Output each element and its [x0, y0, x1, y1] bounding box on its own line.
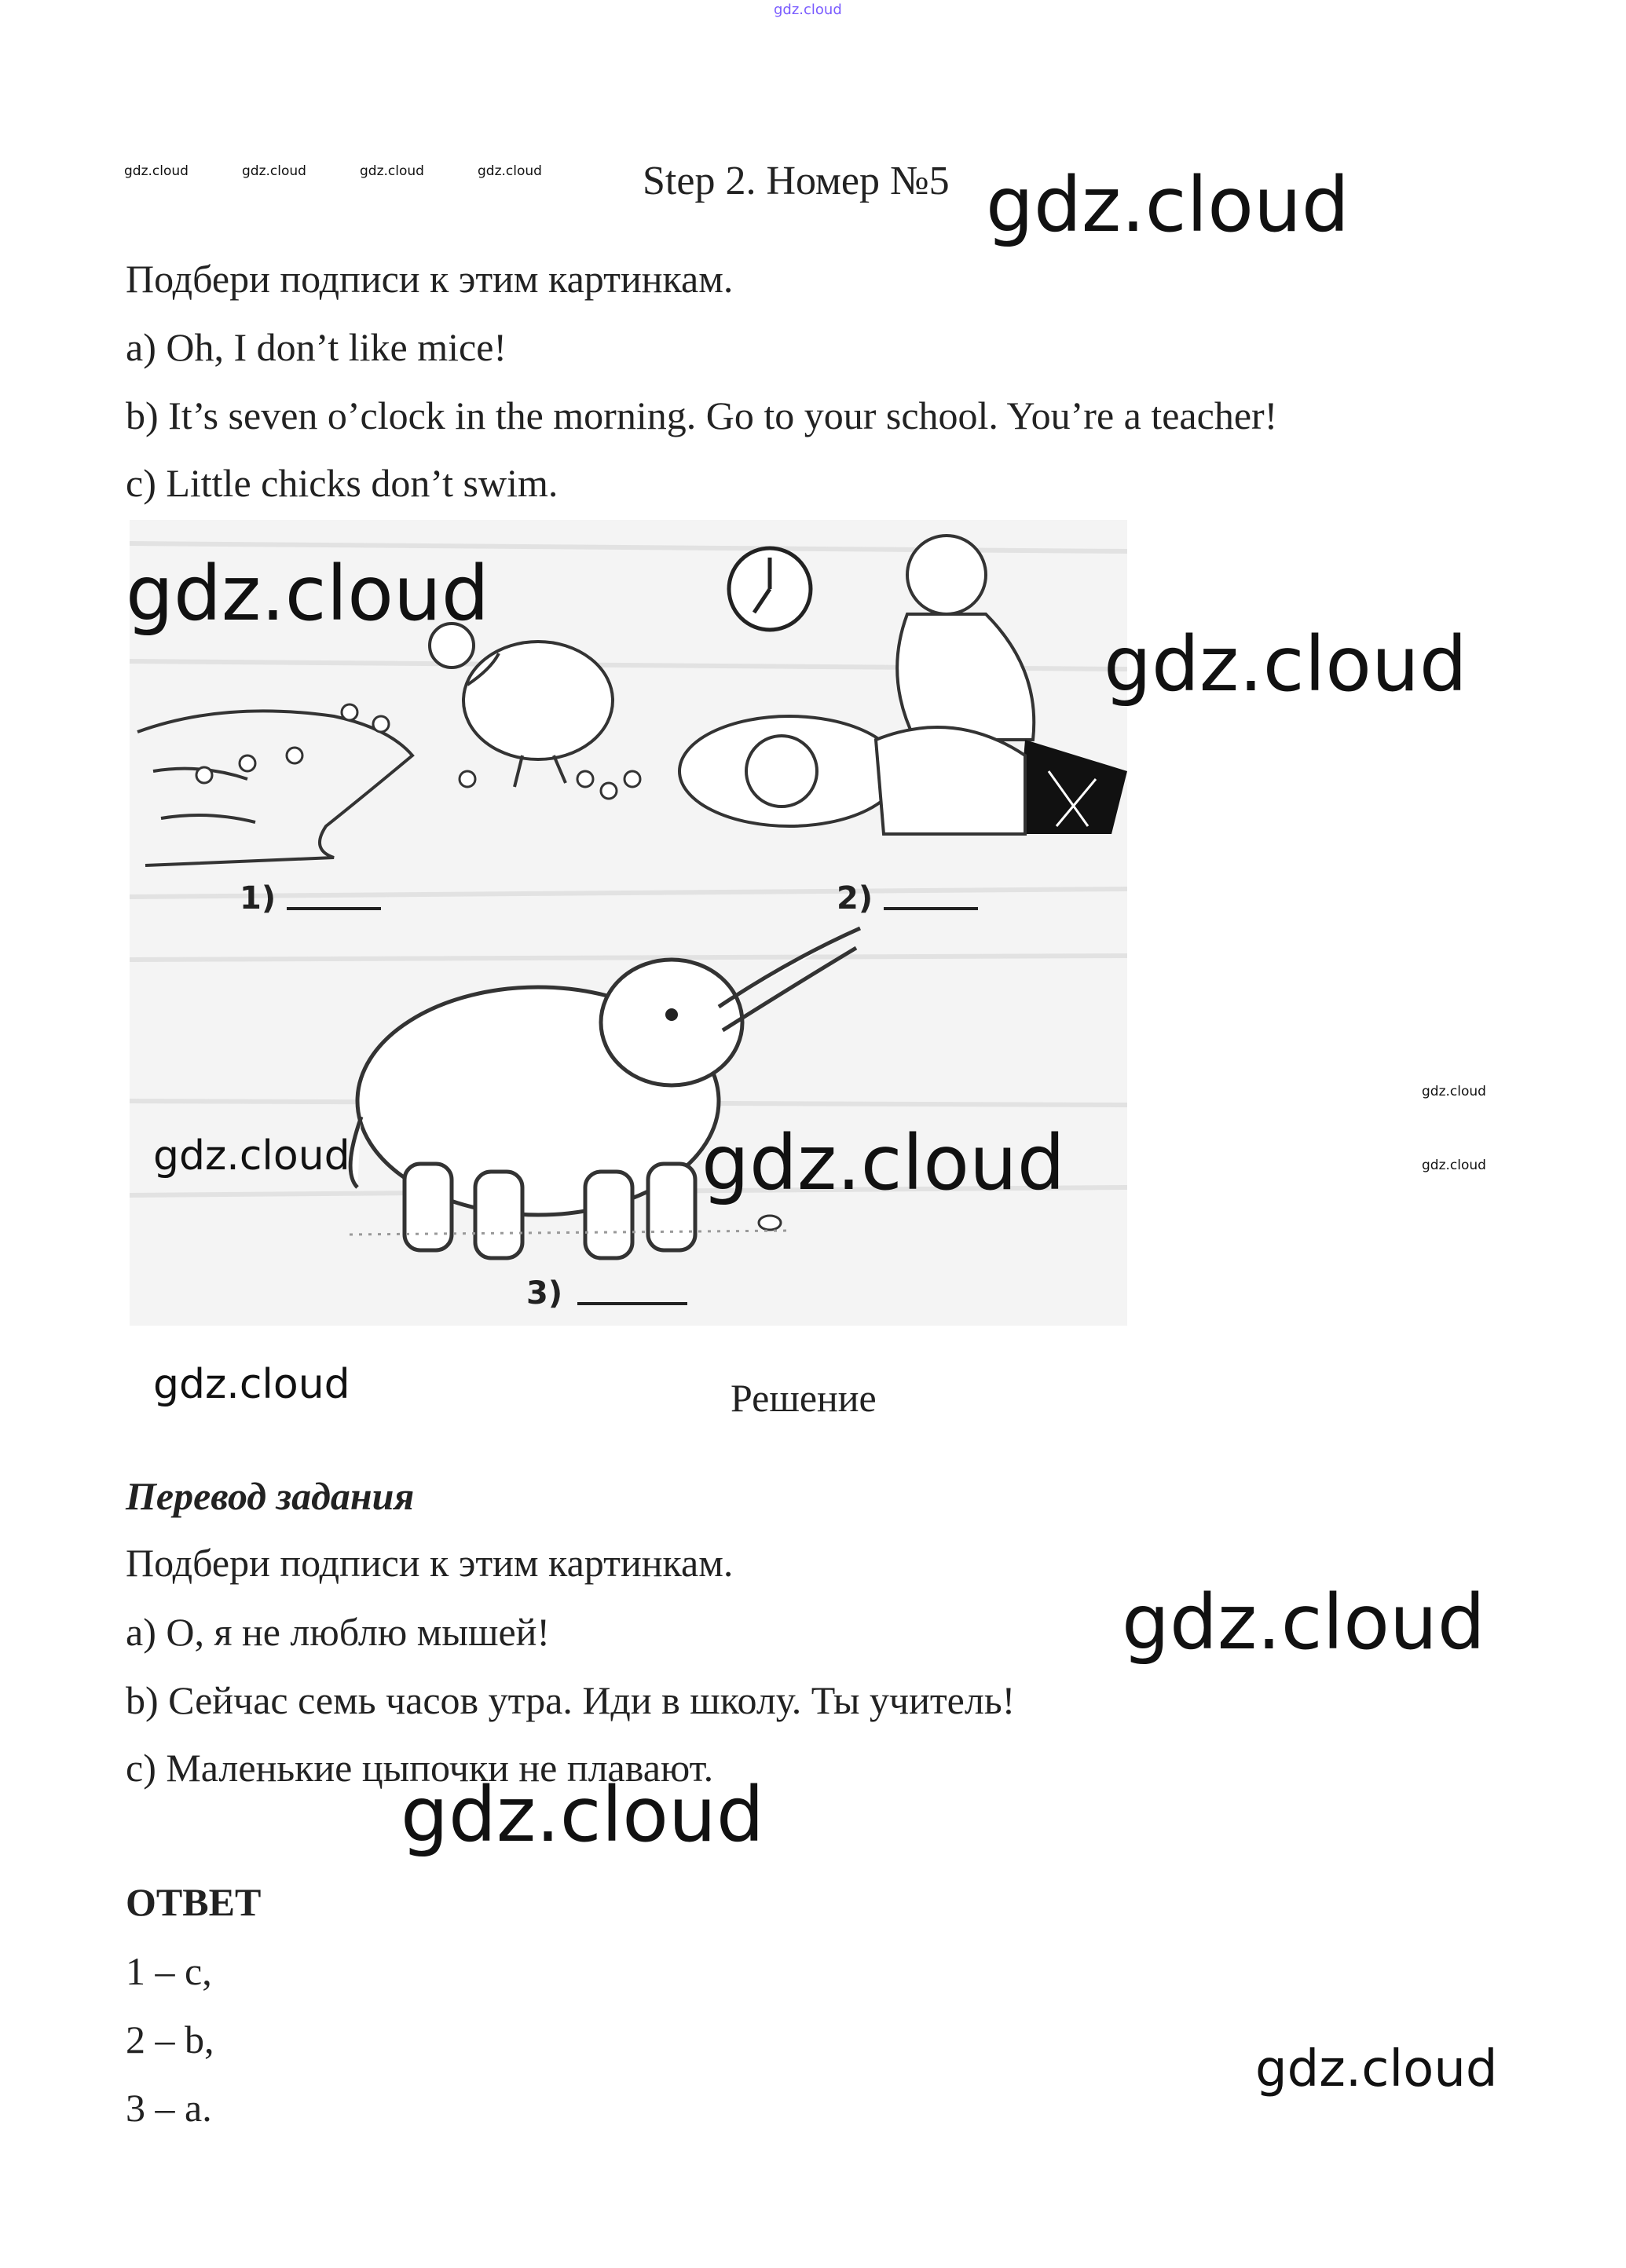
translation-option-b: b) Сейчас семь часов утра. Иди в школу. Ты учитель! — [126, 1678, 1016, 1722]
task-instruction: Подбери подписи к этим картинкам. — [126, 257, 734, 301]
picture-label-3: 3) — [526, 1275, 563, 1311]
solution-label: Решение — [731, 1376, 877, 1420]
watermark-big: gdz.cloud — [1104, 620, 1467, 708]
watermark-big: gdz.cloud — [126, 550, 489, 638]
picture-label-2: 2) — [837, 880, 873, 916]
answer-item-3: 3 – a. — [126, 2086, 212, 2130]
answer-item-1: 1 – c, — [126, 1949, 212, 1993]
watermark-small: gdz.cloud — [124, 163, 189, 179]
watermark-mid: gdz.cloud — [153, 1132, 350, 1180]
watermark-mid: gdz.cloud — [153, 1361, 350, 1408]
watermark-big: gdz.cloud — [986, 161, 1350, 249]
task-option-b: b) It’s seven o’clock in the morning. Go to your school. You’re a teacher! — [126, 393, 1278, 437]
watermark-big: gdz.cloud — [401, 1771, 764, 1859]
translation-heading: Перевод задания — [126, 1474, 415, 1518]
watermark-small: gdz.cloud — [478, 163, 542, 179]
watermark-top: gdz.cloud — [774, 2, 842, 18]
task-option-c: c) Little chicks don’t swim. — [126, 461, 558, 505]
watermark-small: gdz.cloud — [360, 163, 424, 179]
answer-heading: ОТВЕТ — [126, 1880, 262, 1924]
picture-label-1: 1) — [240, 880, 276, 916]
translation-instruction: Подбери подписи к этим картинкам. — [126, 1541, 734, 1585]
watermark-small: gdz.cloud — [1422, 1158, 1486, 1173]
page-title: Step 2. Номер №5 — [643, 159, 950, 203]
translation-option-a: a) О, я не люблю мышей! — [126, 1610, 551, 1654]
watermark-mid: gdz.cloud — [1255, 2040, 1498, 2098]
task-option-a: a) Oh, I don’t like mice! — [126, 325, 507, 369]
translation-option-c: c) Маленькие цыпочки не плавают. — [126, 1746, 714, 1790]
watermark-big: gdz.cloud — [701, 1119, 1065, 1207]
watermark-big: gdz.cloud — [1122, 1578, 1485, 1666]
watermark-small: gdz.cloud — [1422, 1084, 1486, 1099]
answer-item-2: 2 – b, — [126, 2017, 214, 2061]
watermark-small: gdz.cloud — [242, 163, 306, 179]
